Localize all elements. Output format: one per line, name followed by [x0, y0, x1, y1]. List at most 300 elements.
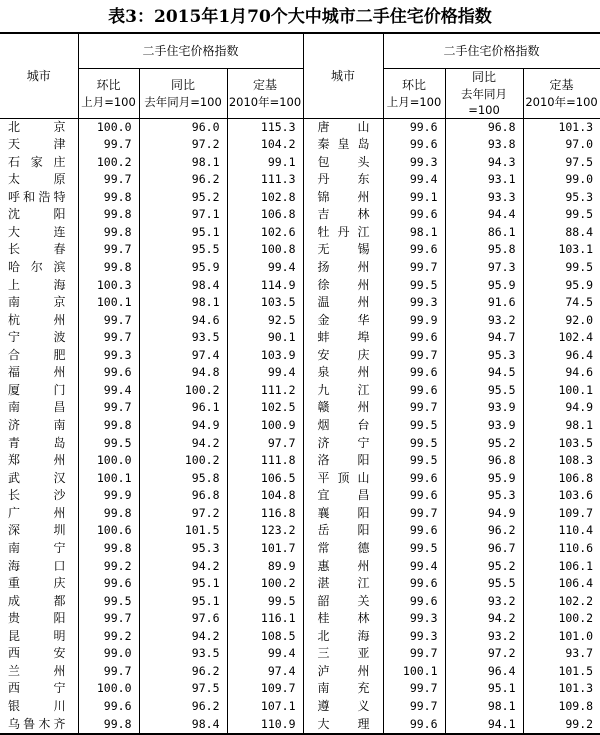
- table-row: [0, 505, 600, 523]
- fixed-base-value-right: 103.6: [558, 488, 594, 503]
- city-name-right: 三亚: [303, 645, 383, 663]
- city-name-left: 合肥: [0, 347, 78, 365]
- table-row: [0, 645, 600, 663]
- fixed-base-value-right: 74.5: [565, 295, 594, 310]
- mom-value-left: 99.5: [78, 435, 139, 453]
- yoy-value-right: 94.7: [445, 329, 523, 347]
- yoy-value-right: 94.9: [445, 505, 523, 523]
- mom-value-right: 99.6: [383, 487, 445, 505]
- fixed-base-value-left: 108.5: [227, 628, 303, 646]
- fixed-base-value-left: 100.9: [227, 417, 303, 435]
- city-name-left: 重庆: [0, 575, 78, 593]
- fixed-base-value-right: 103.1: [558, 242, 594, 257]
- city-column-header-left: 城市: [0, 33, 78, 118]
- group-header-left: 二手住宅价格指数: [78, 33, 303, 68]
- yoy-label: 同比: [170, 77, 195, 92]
- fixed-base-header-right: [523, 68, 600, 118]
- fixed-base-value-right: 109.8: [558, 699, 594, 714]
- table-row: [0, 452, 600, 470]
- fixed-base-value-right: 96.4: [565, 347, 594, 362]
- table-row: [0, 382, 600, 400]
- table-row: [0, 118, 600, 136]
- fixed-base-value-right: 88.4: [565, 224, 594, 239]
- mom-value-left: 100.0: [78, 118, 139, 136]
- yoy-value-right: 98.1: [445, 698, 523, 716]
- fixed-base-value-right: 98.1: [565, 418, 594, 433]
- mom-value-left: 99.2: [78, 628, 139, 646]
- mom-value-right: 99.7: [383, 698, 445, 716]
- table-row: [0, 347, 600, 365]
- mom-value-right: 99.9: [383, 312, 445, 330]
- city-name-right: 唐山: [303, 118, 383, 136]
- mom-value-left: 100.0: [78, 452, 139, 470]
- yoy-value-left: 97.6: [139, 610, 227, 628]
- yoy-value-left: 96.1: [139, 399, 227, 417]
- fixed-base-label: 定基: [549, 77, 574, 92]
- city-name-left: 乌鲁木齐: [0, 716, 78, 735]
- city-name-right: 惠州: [303, 558, 383, 576]
- yoy-label: 同比: [472, 69, 497, 84]
- price-index-table: [0, 32, 600, 735]
- yoy-value-left: 95.9: [139, 259, 227, 277]
- city-name-left: 银川: [0, 698, 78, 716]
- city-name-left: 济南: [0, 417, 78, 435]
- table-row: [0, 628, 600, 646]
- fixed-base-base: 2010年=100: [228, 94, 302, 109]
- mom-value-left: 99.8: [78, 716, 139, 735]
- yoy-value-right: 97.2: [445, 645, 523, 663]
- city-name-left: 昆明: [0, 628, 78, 646]
- yoy-value-left: 95.2: [139, 189, 227, 207]
- mom-value-right: 99.5: [383, 277, 445, 295]
- mom-value-right: 99.3: [383, 154, 445, 172]
- table-row: [0, 663, 600, 681]
- mom-value-left: 99.7: [78, 329, 139, 347]
- city-name-left: 天津: [0, 136, 78, 154]
- mom-value-right: 98.1: [383, 224, 445, 242]
- table-row: [0, 136, 600, 154]
- yoy-value-right: 86.1: [445, 224, 523, 242]
- fixed-base-value-left: 106.8: [227, 206, 303, 224]
- mom-value-right: 99.3: [383, 628, 445, 646]
- mom-value-left: 99.7: [78, 171, 139, 189]
- mom-value-right: 99.6: [383, 118, 445, 136]
- yoy-value-right: 96.8: [445, 452, 523, 470]
- mom-value-left: 99.2: [78, 558, 139, 576]
- yoy-value-right: 94.3: [445, 154, 523, 172]
- city-name-left: 南昌: [0, 399, 78, 417]
- yoy-header-right: [445, 68, 523, 118]
- mom-value-left: 99.7: [78, 241, 139, 259]
- table-row: [0, 364, 600, 382]
- fixed-base-value-right: 99.2: [565, 716, 594, 731]
- table-row: [0, 716, 600, 735]
- yoy-value-left: 95.8: [139, 470, 227, 488]
- yoy-value-right: 95.5: [445, 382, 523, 400]
- fixed-base-value-right: 93.7: [565, 646, 594, 661]
- yoy-value-left: 96.0: [139, 118, 227, 136]
- yoy-value-right: 93.3: [445, 189, 523, 207]
- mom-value-left: 99.6: [78, 575, 139, 593]
- yoy-value-left: 94.9: [139, 417, 227, 435]
- city-name-left: 贵阳: [0, 610, 78, 628]
- fixed-base-value-right: 101.0: [558, 628, 594, 643]
- yoy-value-left: 97.5: [139, 680, 227, 698]
- yoy-value-left: 94.2: [139, 628, 227, 646]
- yoy-value-left: 94.6: [139, 312, 227, 330]
- city-name-left: 南宁: [0, 540, 78, 558]
- mom-value-right: 100.1: [383, 663, 445, 681]
- yoy-value-left: 95.1: [139, 575, 227, 593]
- fixed-base-value-left: 107.1: [227, 698, 303, 716]
- yoy-value-right: 93.2: [445, 593, 523, 611]
- city-name-right: 温州: [303, 294, 383, 312]
- yoy-value-right: 95.3: [445, 347, 523, 365]
- yoy-value-left: 97.2: [139, 505, 227, 523]
- fixed-base-value-right: 101.3: [558, 119, 594, 134]
- yoy-value-left: 100.2: [139, 382, 227, 400]
- table-row: [0, 189, 600, 207]
- city-name-left: 大连: [0, 224, 78, 242]
- mom-value-left: 99.0: [78, 645, 139, 663]
- city-name-left: 厦门: [0, 382, 78, 400]
- mom-header-right: [383, 68, 445, 118]
- yoy-value-right: 94.4: [445, 206, 523, 224]
- yoy-value-left: 95.1: [139, 224, 227, 242]
- mom-value-left: 100.3: [78, 277, 139, 295]
- mom-label: 环比: [402, 77, 427, 92]
- mom-value-right: 99.7: [383, 505, 445, 523]
- mom-value-left: 99.8: [78, 540, 139, 558]
- yoy-value-right: 94.2: [445, 610, 523, 628]
- table-row: [0, 435, 600, 453]
- mom-value-left: 99.6: [78, 364, 139, 382]
- fixed-base-value-right: 106.4: [558, 576, 594, 591]
- fixed-base-value-right: 100.1: [558, 382, 594, 397]
- city-name-left: 南京: [0, 294, 78, 312]
- fixed-base-value-right: 110.6: [558, 540, 594, 555]
- mom-value-left: 100.2: [78, 154, 139, 172]
- city-name-left: 广州: [0, 505, 78, 523]
- fixed-base-value-right: 94.6: [565, 365, 594, 380]
- mom-value-right: 99.6: [383, 136, 445, 154]
- table-row: [0, 487, 600, 505]
- yoy-value-right: 94.1: [445, 716, 523, 735]
- city-name-left: 长春: [0, 241, 78, 259]
- yoy-value-right: 93.9: [445, 417, 523, 435]
- table-row: [0, 171, 600, 189]
- fixed-base-value-left: 111.3: [227, 171, 303, 189]
- table-row: [0, 593, 600, 611]
- table-row: [0, 329, 600, 347]
- yoy-value-right: 94.5: [445, 364, 523, 382]
- mom-label: 环比: [96, 77, 121, 92]
- yoy-value-left: 101.5: [139, 522, 227, 540]
- city-name-left: 武汉: [0, 470, 78, 488]
- fixed-base-value-right: 97.0: [565, 137, 594, 152]
- fixed-base-value-left: 109.7: [227, 680, 303, 698]
- fixed-base-value-right: 101.5: [558, 663, 594, 678]
- yoy-value-right: 93.8: [445, 136, 523, 154]
- fixed-base-value-left: 110.9: [227, 716, 303, 735]
- yoy-value-left: 94.2: [139, 435, 227, 453]
- table-body: [0, 118, 600, 734]
- table-row: [0, 558, 600, 576]
- city-name-right: 济宁: [303, 435, 383, 453]
- yoy-value-left: 95.5: [139, 241, 227, 259]
- city-name-right: 洛阳: [303, 452, 383, 470]
- fixed-base-value-right: 102.2: [558, 593, 594, 608]
- city-name-left: 福州: [0, 364, 78, 382]
- city-name-right: 襄阳: [303, 505, 383, 523]
- table-row: [0, 154, 600, 172]
- mom-value-left: 99.7: [78, 610, 139, 628]
- yoy-value-left: 98.4: [139, 716, 227, 735]
- city-name-left: 郑州: [0, 452, 78, 470]
- mom-value-left: 99.4: [78, 382, 139, 400]
- yoy-value-right: 95.1: [445, 680, 523, 698]
- mom-value-left: 99.7: [78, 312, 139, 330]
- city-name-right: 秦皇岛: [303, 136, 383, 154]
- city-name-left: 海口: [0, 558, 78, 576]
- city-name-right: 牡丹江: [303, 224, 383, 242]
- city-name-left: 杭州: [0, 312, 78, 330]
- city-name-right: 常德: [303, 540, 383, 558]
- mom-value-left: 99.6: [78, 698, 139, 716]
- mom-value-left: 99.9: [78, 487, 139, 505]
- mom-value-right: 99.7: [383, 259, 445, 277]
- mom-value-left: 99.7: [78, 136, 139, 154]
- yoy-value-right: 96.8: [445, 118, 523, 136]
- table-row: [0, 241, 600, 259]
- fixed-base-value-right: 92.0: [565, 312, 594, 327]
- fixed-base-value-right: 106.1: [558, 558, 594, 573]
- city-name-left: 太原: [0, 171, 78, 189]
- fixed-base-value-left: 100.2: [227, 575, 303, 593]
- fixed-base-value-left: 104.2: [227, 136, 303, 154]
- fixed-base-value-left: 116.8: [227, 505, 303, 523]
- yoy-value-right: 93.2: [445, 312, 523, 330]
- mom-value-right: 99.6: [383, 470, 445, 488]
- fixed-base-value-left: 99.4: [227, 645, 303, 663]
- yoy-value-right: 96.7: [445, 540, 523, 558]
- mom-value-left: 100.0: [78, 680, 139, 698]
- fixed-base-value-left: 114.9: [227, 277, 303, 295]
- city-name-right: 泸州: [303, 663, 383, 681]
- yoy-value-right: 96.4: [445, 663, 523, 681]
- mom-value-right: 99.3: [383, 294, 445, 312]
- fixed-base-value-right: 101.3: [558, 681, 594, 696]
- mom-value-right: 99.5: [383, 540, 445, 558]
- mom-value-right: 99.6: [383, 522, 445, 540]
- yoy-value-right: 95.9: [445, 470, 523, 488]
- city-name-right: 吉林: [303, 206, 383, 224]
- mom-value-right: 99.6: [383, 241, 445, 259]
- mom-value-right: 99.4: [383, 558, 445, 576]
- mom-value-right: 99.6: [383, 575, 445, 593]
- city-name-left: 呼和浩特: [0, 189, 78, 207]
- mom-value-left: 99.5: [78, 593, 139, 611]
- mom-value-right: 99.7: [383, 680, 445, 698]
- city-name-right: 遵义: [303, 698, 383, 716]
- city-name-right: 大理: [303, 716, 383, 735]
- fixed-base-value-right: 94.9: [565, 400, 594, 415]
- mom-value-right: 99.5: [383, 417, 445, 435]
- mom-value-right: 99.7: [383, 347, 445, 365]
- city-column-header-right: 城市: [303, 33, 383, 118]
- table-row: [0, 277, 600, 295]
- table-row: [0, 312, 600, 330]
- mom-value-left: 99.8: [78, 206, 139, 224]
- mom-value-left: 99.8: [78, 505, 139, 523]
- fixed-base-value-right: 99.0: [565, 172, 594, 187]
- fixed-base-header-left: [227, 68, 303, 118]
- fixed-base-value-left: 111.8: [227, 452, 303, 470]
- yoy-value-right: 95.8: [445, 241, 523, 259]
- yoy-value-left: 97.4: [139, 347, 227, 365]
- table-row: [0, 522, 600, 540]
- yoy-header-left: [139, 68, 227, 118]
- city-name-right: 桂林: [303, 610, 383, 628]
- mom-value-left: 99.8: [78, 189, 139, 207]
- fixed-base-value-left: 97.4: [227, 663, 303, 681]
- mom-value-left: 100.6: [78, 522, 139, 540]
- yoy-value-left: 96.2: [139, 698, 227, 716]
- yoy-value-left: 93.5: [139, 329, 227, 347]
- city-name-right: 蚌埠: [303, 329, 383, 347]
- city-name-left: 上海: [0, 277, 78, 295]
- city-name-left: 石家庄: [0, 154, 78, 172]
- yoy-value-left: 96.2: [139, 171, 227, 189]
- table-row: [0, 399, 600, 417]
- yoy-value-right: 96.2: [445, 522, 523, 540]
- table-row: [0, 610, 600, 628]
- fixed-base-value-left: 111.2: [227, 382, 303, 400]
- city-name-left: 兰州: [0, 663, 78, 681]
- page-title: 表3：2015年1月70个大中城市二手住宅价格指数: [108, 7, 492, 27]
- mom-value-right: 99.1: [383, 189, 445, 207]
- fixed-base-value-left: 103.5: [227, 294, 303, 312]
- yoy-value-left: 100.2: [139, 452, 227, 470]
- yoy-value-left: 97.1: [139, 206, 227, 224]
- fixed-base-value-left: 92.5: [227, 312, 303, 330]
- fixed-base-value-left: 99.1: [227, 154, 303, 172]
- city-name-right: 韶关: [303, 593, 383, 611]
- mom-base: 上月=100: [386, 94, 442, 109]
- yoy-value-right: 95.2: [445, 435, 523, 453]
- city-name-left: 宁波: [0, 329, 78, 347]
- fixed-base-value-left: 99.4: [227, 364, 303, 382]
- fixed-base-value-right: 110.4: [558, 523, 594, 538]
- city-name-right: 岳阳: [303, 522, 383, 540]
- yoy-value-left: 97.2: [139, 136, 227, 154]
- table-row: [0, 698, 600, 716]
- city-name-left: 成都: [0, 593, 78, 611]
- group-header-right: 二手住宅价格指数: [383, 33, 600, 68]
- mom-value-left: 99.8: [78, 259, 139, 277]
- fixed-base-value-left: 101.7: [227, 540, 303, 558]
- city-name-right: 南充: [303, 680, 383, 698]
- yoy-value-right: 91.6: [445, 294, 523, 312]
- yoy-value-left: 95.3: [139, 540, 227, 558]
- fixed-base-value-right: 109.7: [558, 505, 594, 520]
- fixed-base-value-left: 89.9: [227, 558, 303, 576]
- table-row: [0, 294, 600, 312]
- city-name-left: 长沙: [0, 487, 78, 505]
- fixed-base-base: 2010年=100: [525, 94, 598, 109]
- mom-value-left: 99.7: [78, 399, 139, 417]
- city-name-right: 包头: [303, 154, 383, 172]
- yoy-value-right: 95.5: [445, 575, 523, 593]
- city-name-right: 湛江: [303, 575, 383, 593]
- fixed-base-value-right: 95.9: [565, 277, 594, 292]
- fixed-base-value-right: 97.5: [565, 154, 594, 169]
- city-name-right: 北海: [303, 628, 383, 646]
- fixed-base-value-right: 106.8: [558, 470, 594, 485]
- city-name-right: 丹东: [303, 171, 383, 189]
- fixed-base-value-left: 97.7: [227, 435, 303, 453]
- mom-value-right: 99.6: [383, 329, 445, 347]
- yoy-value-right: 95.9: [445, 277, 523, 295]
- mom-value-right: 99.6: [383, 593, 445, 611]
- yoy-value-left: 96.8: [139, 487, 227, 505]
- city-name-right: 宜昌: [303, 487, 383, 505]
- fixed-base-value-left: 99.5: [227, 593, 303, 611]
- fixed-base-value-left: 102.6: [227, 224, 303, 242]
- city-name-right: 扬州: [303, 259, 383, 277]
- city-name-left: 青岛: [0, 435, 78, 453]
- table-row: [0, 206, 600, 224]
- fixed-base-value-left: 104.8: [227, 487, 303, 505]
- mom-value-right: 99.6: [383, 206, 445, 224]
- yoy-base: 去年同月=100: [461, 86, 508, 117]
- yoy-value-right: 95.2: [445, 558, 523, 576]
- fixed-base-value-left: 103.9: [227, 347, 303, 365]
- fixed-base-value-left: 106.5: [227, 470, 303, 488]
- mom-value-left: 99.8: [78, 224, 139, 242]
- yoy-value-left: 96.2: [139, 663, 227, 681]
- mom-value-right: 99.5: [383, 435, 445, 453]
- city-name-right: 徐州: [303, 277, 383, 295]
- mom-value-right: 99.3: [383, 610, 445, 628]
- city-name-right: 锦州: [303, 189, 383, 207]
- city-name-left: 西宁: [0, 680, 78, 698]
- yoy-value-right: 93.2: [445, 628, 523, 646]
- mom-value-left: 100.1: [78, 294, 139, 312]
- yoy-value-right: 93.9: [445, 399, 523, 417]
- yoy-value-left: 98.1: [139, 294, 227, 312]
- fixed-base-value-right: 103.5: [558, 435, 594, 450]
- table-row: [0, 575, 600, 593]
- city-name-right: 泉州: [303, 364, 383, 382]
- yoy-value-right: 95.3: [445, 487, 523, 505]
- city-name-left: 北京: [0, 118, 78, 136]
- city-name-left: 哈尔滨: [0, 259, 78, 277]
- mom-value-right: 99.6: [383, 382, 445, 400]
- fixed-base-value-left: 116.1: [227, 610, 303, 628]
- table-row: [0, 470, 600, 488]
- fixed-base-value-right: 99.5: [565, 207, 594, 222]
- mom-value-right: 99.7: [383, 645, 445, 663]
- mom-value-right: 99.6: [383, 364, 445, 382]
- mom-value-left: 99.3: [78, 347, 139, 365]
- city-name-left: 沈阳: [0, 206, 78, 224]
- fixed-base-value-left: 102.8: [227, 189, 303, 207]
- table-row: [0, 224, 600, 242]
- table-row: [0, 540, 600, 558]
- fixed-base-value-right: 108.3: [558, 453, 594, 468]
- city-name-right: 九江: [303, 382, 383, 400]
